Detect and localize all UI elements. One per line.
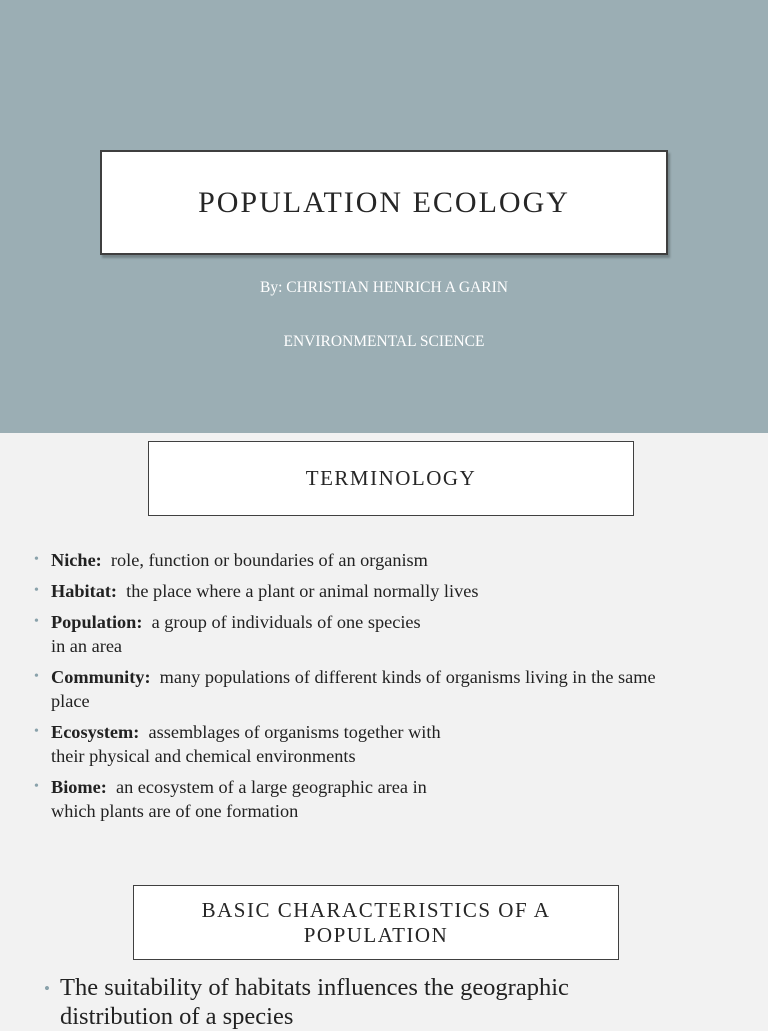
term-label: Biome: [51, 777, 107, 797]
list-item [30, 579, 730, 603]
terminology-heading-box [148, 441, 634, 516]
bullet-icon: • [34, 724, 39, 739]
term-definition-continuation: in an area [51, 636, 123, 656]
terminology-heading: TERMINOLOGY [305, 466, 477, 490]
term-definition: an ecosystem of a large geographic area in [115, 777, 427, 797]
course-line: ENVIRONMENTAL SCIENCE [283, 333, 485, 350]
title-box [100, 150, 668, 255]
list-item [30, 665, 730, 713]
characteristic-text-continuation: distribution of a species [60, 1003, 294, 1030]
list-item [30, 548, 730, 572]
term-label: Population: [51, 612, 143, 632]
term-definition-continuation: place [51, 691, 90, 711]
characteristics-heading-box [133, 885, 619, 960]
term-definition: role, function or boundaries of an organism [110, 550, 428, 570]
term-definition: the place where a plant or animal normally lives [126, 581, 479, 601]
term-definition: many populations of different kinds of organisms living in the same [159, 667, 656, 687]
title-slide [0, 0, 768, 433]
terminology-slide [0, 433, 768, 1030]
term-definition: assemblages of organisms together with [148, 722, 441, 742]
bullet-icon: • [44, 979, 50, 998]
characteristics-heading: BASIC CHARACTERISTICS OF A POPULATION [201, 897, 551, 947]
list-item [30, 610, 730, 658]
term-definition-continuation: which plants are of one formation [51, 801, 299, 821]
terminology-list [30, 548, 730, 830]
term-label: Niche: [51, 550, 102, 570]
bullet-icon: • [34, 552, 39, 567]
term-label: Community: [51, 667, 151, 687]
term-label: Habitat: [51, 581, 118, 601]
bullet-icon: • [34, 669, 39, 684]
author-line: By: CHRISTIAN HENRICH A GARIN [259, 279, 508, 296]
bullet-icon: • [34, 779, 39, 794]
slide-title: POPULATION ECOLOGY [198, 185, 570, 219]
list-item [30, 720, 730, 768]
bullet-icon: • [34, 614, 39, 629]
list-item [30, 775, 730, 823]
characteristics-list [40, 973, 740, 1031]
term-definition: a group of individuals of one species [151, 612, 421, 632]
characteristic-text: The suitability of habitats influences the geographic [60, 974, 569, 1001]
list-item [40, 973, 740, 1031]
term-label: Ecosystem: [51, 722, 140, 742]
term-definition-continuation: their physical and chemical environments [51, 746, 356, 766]
bullet-icon: • [34, 583, 39, 598]
